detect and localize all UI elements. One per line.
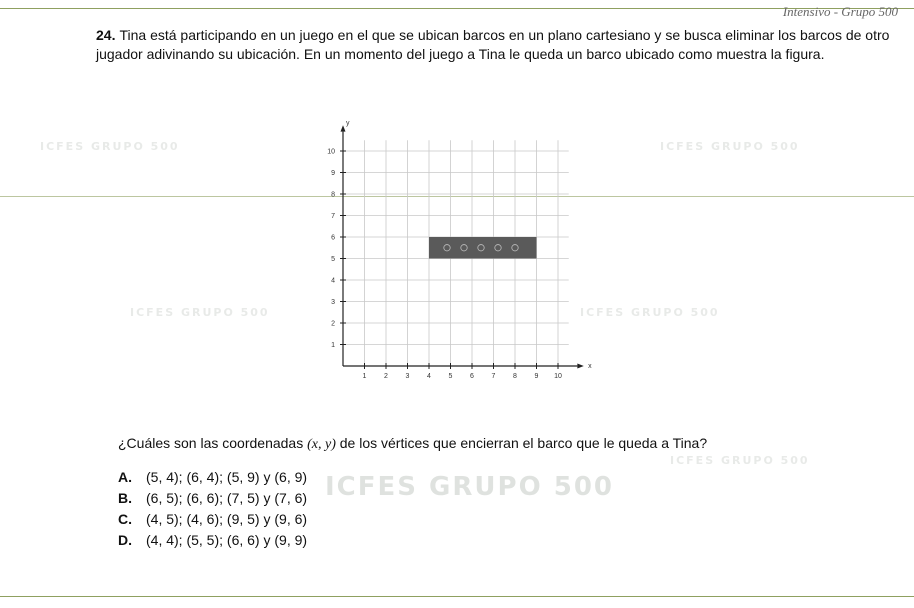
option-b-text: (6, 5); (6, 6); (7, 5) y (7, 6) [146,489,308,506]
option-d[interactable] [118,529,518,550]
y-tick-label: 8 [331,191,335,199]
x-tick-label: 6 [470,373,474,380]
cartesian-plane [298,120,598,390]
x-axis-arrow [577,364,583,369]
watermark-large: ICFES GRUPO 500 [325,472,615,502]
y-tick-label: 3 [331,299,335,306]
y-tick-label: 9 [331,170,335,177]
watermark-small-1: ICFES GRUPO 500 [40,140,180,153]
x-tick-label: 4 [427,373,431,380]
question-number: 24. [96,27,116,43]
x-tick-label: 8 [513,373,517,380]
option-d-text: (4, 4); (5, 5); (6, 6) y (9, 9) [146,531,308,548]
y-axis-label: y [346,120,350,128]
x-tick-label: 10 [554,373,562,380]
watermark-small-2: ICFES GRUPO 500 [660,140,800,153]
ship-rect [429,237,537,259]
y-tick-label: 1 [331,342,335,349]
cartesian-figure [298,120,598,390]
watermark-small-4: ICFES GRUPO 500 [580,306,720,319]
x-tick-label: 5 [448,373,453,380]
option-c-text: (4, 5); (4, 6); (9, 5) y (9, 6) [146,510,308,527]
prompt [118,434,878,454]
prompt-before: ¿Cuáles son las coordenadas [118,435,308,451]
option-c-letter: C. [118,510,132,527]
option-a-letter: A. [118,468,132,485]
option-b[interactable] [118,487,518,508]
question [96,26,896,64]
x-tick-label: 1 [362,373,367,380]
top-rule [0,8,914,9]
option-b-letter: B. [118,489,132,506]
option-a[interactable] [118,466,518,487]
y-tick-label: 5 [331,256,335,263]
watermark-small-5: ICFES GRUPO 500 [670,454,810,467]
x-tick-label: 7 [491,373,496,380]
options-list [118,466,518,550]
y-tick-label: 10 [327,148,335,156]
header-note: Intensivo - Grupo 500 [782,4,898,19]
watermark-small-3: ICFES GRUPO 500 [130,306,270,319]
option-d-letter: D. [118,531,132,548]
y-tick-label: 2 [331,320,335,328]
bottom-rule [0,596,914,597]
x-tick-label: 3 [405,373,410,380]
y-axis-arrow [341,125,346,131]
y-tick-label: 4 [331,277,335,285]
option-c[interactable] [118,508,518,529]
prompt-after: de los vértices que encierran el barco que le queda a Tina? [335,435,708,451]
x-tick-label: 2 [384,373,388,380]
x-tick-label: 9 [534,373,539,380]
y-tick-label: 7 [331,213,335,220]
option-a-text: (5, 4); (6, 4); (5, 9) y (6, 9) [146,468,308,485]
y-tick-label: 6 [331,234,335,242]
question-text: Tina está participando en un juego en el que se ubican barcos en un plano cartesiano y se busca eliminar los barcos de otro jugador adivinando su ubicación. En un momento del juego a Tina le queda un barco ubicado como muestra la figura. [96,27,890,62]
ship-shape [429,237,537,259]
x-axis-label: x [588,363,592,370]
prompt-math: (x, y) [307,437,336,452]
